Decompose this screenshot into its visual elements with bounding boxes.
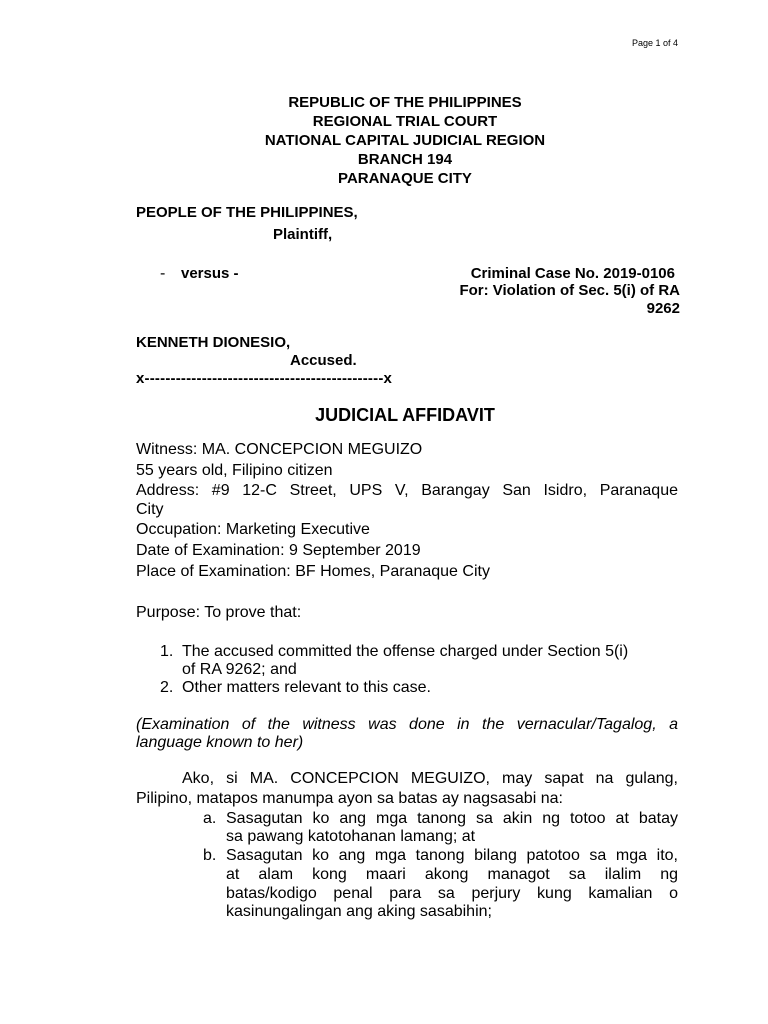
violation-line1: For: Violation of Sec. 5(i) of RA: [459, 282, 680, 299]
plaintiff-role: Plaintiff,: [273, 226, 333, 243]
body-paragraph-line2: Pilipino, matapos manumpa ayon sa batas ay nagsasabi na:: [136, 790, 563, 807]
purpose-item-number: 1.: [160, 643, 174, 660]
body-item-line: Sasagutan ko ang mga tanong bilang patotoo sa mga ito,: [226, 847, 678, 864]
examination-note-line1: (Examination of the witness was done in the vernacular/Tagalog, a: [136, 716, 678, 733]
purpose-item-number: 2.: [160, 679, 174, 696]
purpose-item-text: of RA 9262; and: [182, 661, 297, 678]
caption-separator: x----------------------------------------------x: [136, 370, 393, 387]
case-number: Criminal Case No. 2019-0106: [470, 265, 675, 282]
violation-line2: 9262: [646, 300, 680, 317]
examination-date: Date of Examination: 9 September 2019: [136, 542, 421, 559]
body-item-line: batas/kodigo penal para sa perjury kung kamalian o: [226, 885, 678, 902]
body-item-letter: b.: [203, 847, 217, 864]
plaintiff-name: PEOPLE OF THE PHILIPPINES,: [136, 204, 358, 221]
court-line: REPUBLIC OF THE PHILIPPINES: [288, 94, 522, 111]
witness-address-line1: Address: #9 12-C Street, UPS V, Barangay San Isidro, Paranaque: [136, 482, 678, 499]
page-number: Page 1 of 4: [631, 38, 678, 48]
body-paragraph-line1: Ako, si MA. CONCEPCION MEGUIZO, may sapat na gulang,: [182, 770, 678, 787]
witness-address-line2: City: [136, 501, 164, 518]
court-line: BRANCH 194: [357, 151, 453, 168]
body-item-line: at alam kong maari akong managot sa ilalim ng: [226, 866, 678, 883]
versus-dash: -: [160, 265, 166, 282]
purpose-item-text: The accused committed the offense charged under Section 5(i): [182, 643, 629, 660]
witness-age: 55 years old, Filipino citizen: [136, 462, 333, 479]
body-item-letter: a.: [203, 810, 217, 827]
accused-role: Accused.: [290, 352, 357, 369]
witness-name: Witness: MA. CONCEPCION MEGUIZO: [136, 441, 423, 458]
examination-note-line2: language known to her): [136, 734, 304, 751]
versus-label: versus -: [181, 265, 239, 282]
court-line: REGIONAL TRIAL COURT: [312, 113, 498, 130]
purpose-item-text: Other matters relevant to this case.: [182, 679, 431, 696]
document-title: JUDICIAL AFFIDAVIT: [315, 405, 495, 425]
examination-place: Place of Examination: BF Homes, Paranaque City: [136, 563, 490, 580]
court-line: NATIONAL CAPITAL JUDICIAL REGION: [264, 132, 546, 149]
court-line: PARANAQUE CITY: [338, 170, 472, 187]
witness-occupation: Occupation: Marketing Executive: [136, 521, 370, 538]
purpose-label: Purpose: To prove that:: [136, 604, 302, 621]
accused-name: KENNETH DIONESIO,: [136, 334, 291, 351]
body-item-line: Sasagutan ko ang mga tanong sa akin ng totoo at batay: [226, 810, 678, 827]
body-item-line: sa pawang katotohanan lamang; at: [226, 828, 476, 845]
court-header: [0, 93, 768, 188]
body-item-line: kasinungalingan ang aking sasabihin;: [226, 903, 492, 920]
